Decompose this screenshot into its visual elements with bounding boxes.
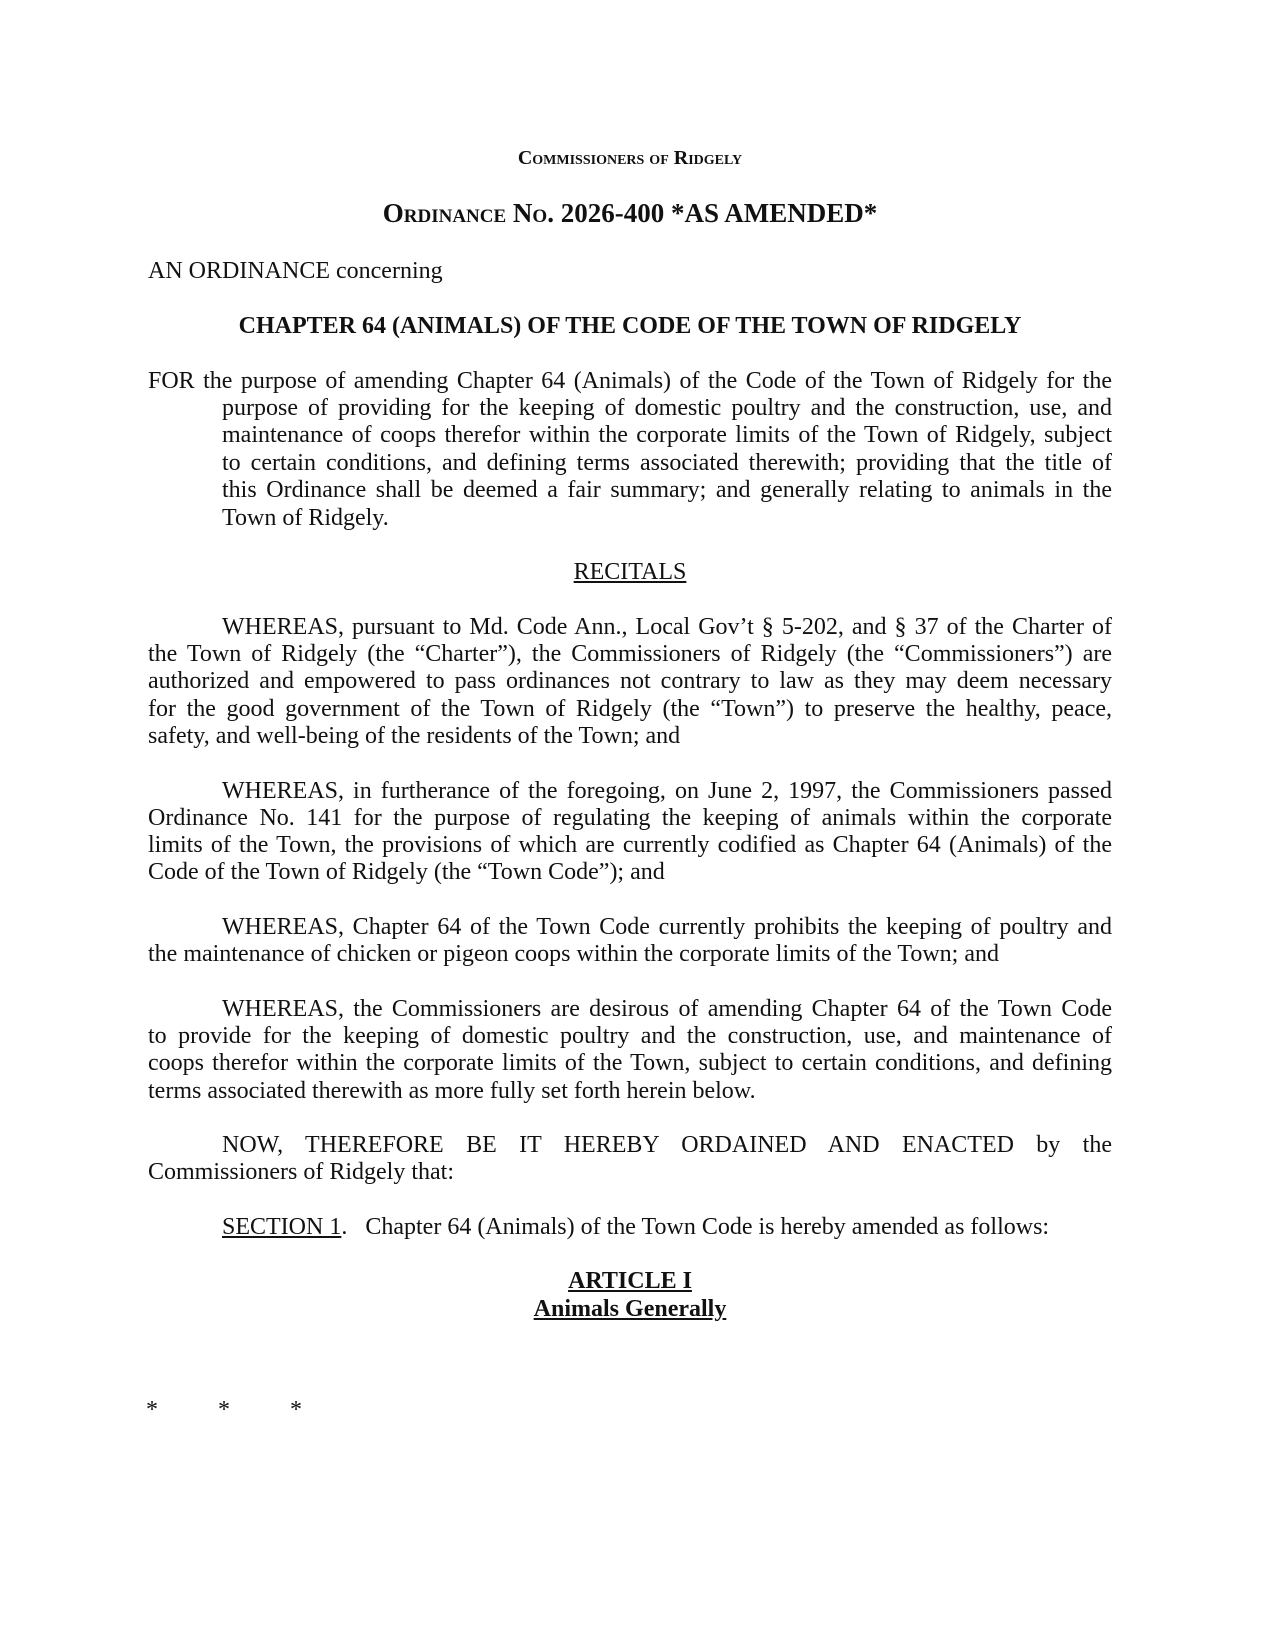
chapter-heading: CHAPTER 64 (ANIMALS) OF THE CODE OF THE TOWN OF RIDGELY [238,313,1022,339]
purpose-line: to certain conditions, and defining terms associated therewith; providing that the title of [222,450,1112,476]
whereas-2-line: Ordinance No. 141 for the purpose of regulating the keeping of animals within the corporate [148,805,1112,831]
purpose-line: FOR the purpose of amending Chapter 64 (Animals) of the Code of the Town of Ridgely for the [148,368,1112,394]
whereas-3-line: the maintenance of chicken or pigeon coops within the corporate limits of the Town; and [148,941,999,967]
intro-line: AN ORDINANCE concerning [148,258,443,284]
whereas-4-line: coops therefor within the corporate limits of the Town, subject to certain conditions, and defining [148,1050,1112,1076]
recitals-heading: RECITALS [573,559,687,585]
whereas-4-line: WHEREAS, the Commissioners are desirous of amending Chapter 64 of the Town Code [222,996,1112,1022]
whereas-3-line: WHEREAS, Chapter 64 of the Town Code currently prohibits the keeping of poultry and [222,914,1112,940]
omission-mark: * [290,1397,302,1423]
whereas-1-line: authorized and empowered to pass ordinances not contrary to law as they may deem necessary [148,668,1112,694]
whereas-2-line: WHEREAS, in furtherance of the foregoing, on June 2, 1997, the Commissioners passed [222,778,1112,804]
whereas-1-line: WHEREAS, pursuant to Md. Code Ann., Local Gov’t § 5-202, and § 37 of the Charter of [222,614,1112,640]
section-1-text: . Chapter 64 (Animals) of the Town Code is hereby amended as follows: [341,1214,1050,1240]
ordained-line: Commissioners of Ridgely that: [148,1159,454,1185]
article-title: Animals Generally [533,1296,727,1322]
purpose-line: Town of Ridgely. [222,505,389,531]
whereas-2-line: limits of the Town, the provisions of which are currently codified as Chapter 64 (Animals) of the [148,832,1112,858]
issuer-heading: Commissioners of Ridgely [517,147,743,169]
section-1 [222,1213,1112,1242]
purpose-line: maintenance of coops therefor within the corporate limits of the Town of Ridgely, subject [222,422,1112,448]
whereas-4-line: to provide for the keeping of domestic poultry and the construction, use, and maintenance of [148,1023,1112,1049]
whereas-2-line: Code of the Town of Ridgely (the “Town Code”); and [148,859,665,885]
whereas-1-line: for the good government of the Town of Ridgely (the “Town”) to preserve the healthy, peace, [148,696,1112,722]
ordinance-title [148,199,1112,228]
ordained-line: NOW, THEREFORE BE IT HEREBY ORDAINED AND ENACTED by the [222,1132,1112,1158]
section-1-label: SECTION 1 [222,1214,342,1240]
purpose-line: purpose of providing for the keeping of domestic poultry and the construction, use, and [222,395,1112,421]
omission-mark: * [218,1397,230,1423]
article-number: ARTICLE I [568,1268,692,1294]
ordinance-number: 2026-400 *AS AMENDED* [560,198,878,228]
omission-mark: * [146,1397,158,1423]
whereas-1-line: the Town of Ridgely (the “Charter”), the Commissioners of Ridgely (the “Commissioners”) are [148,641,1112,667]
purpose-line: this Ordinance shall be deemed a fair summary; and generally relating to animals in the [222,477,1112,503]
ordinance-prefix: Ordinance No. [382,198,554,228]
whereas-4-line: terms associated therewith as more fully set forth herein below. [148,1078,756,1104]
whereas-1-line: safety, and well-being of the residents of the Town; and [148,723,681,749]
